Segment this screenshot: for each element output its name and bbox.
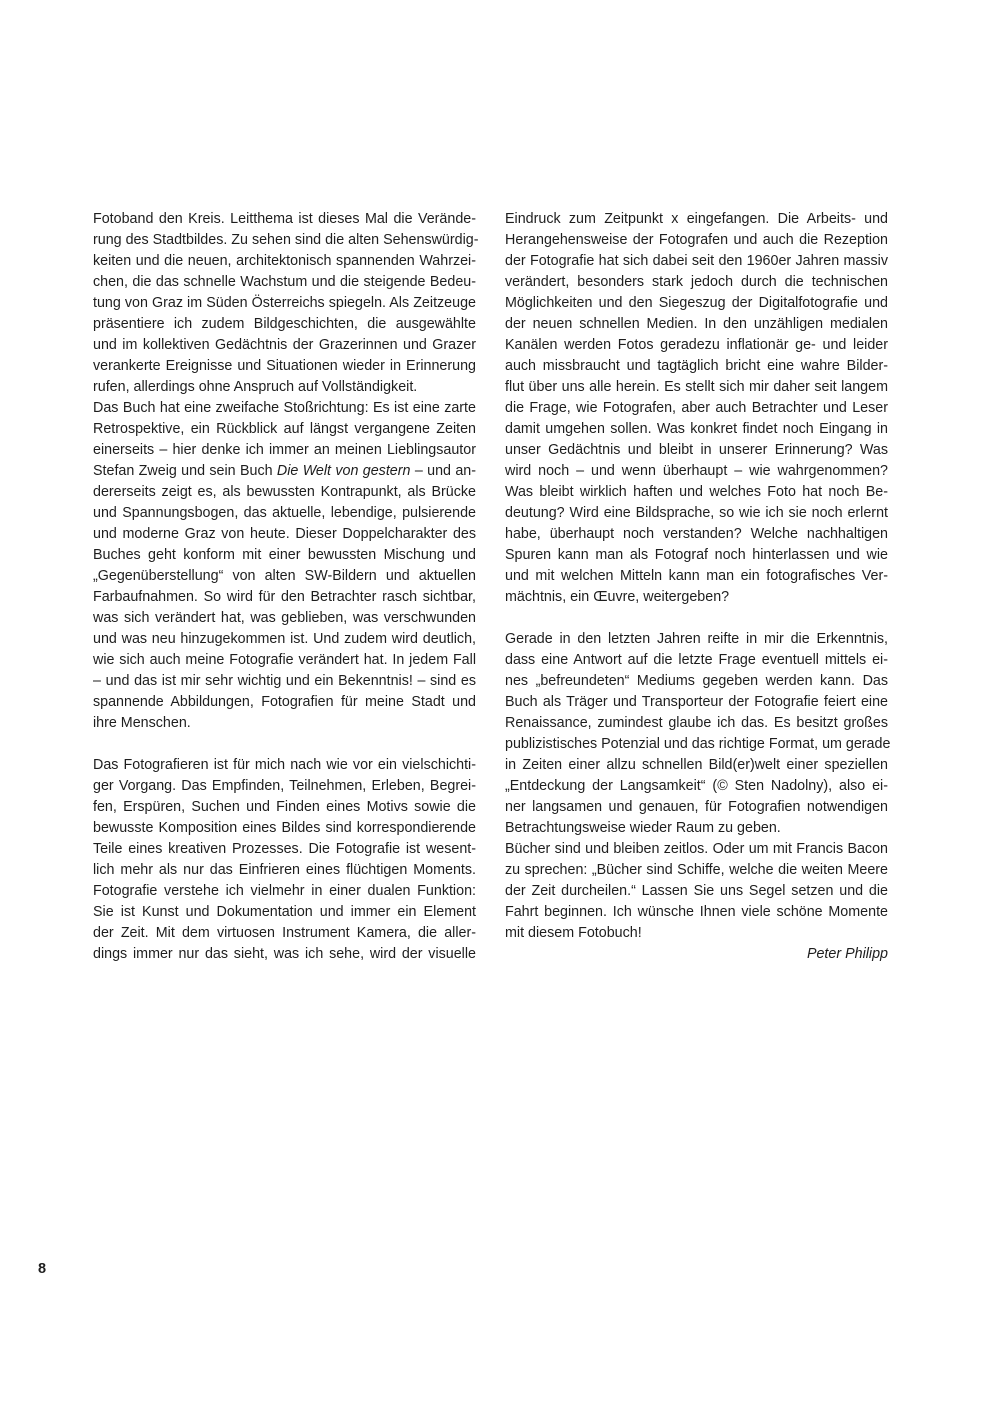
text-line: deutung? Wird eine Bildsprache, so wie ich sie noch erlernt — [505, 505, 888, 521]
text-line: Möglichkeiten und den Siegeszug der Digitalfotografie und — [505, 295, 888, 311]
text-line: der neuen schnellen Medien. In den unzähligen medialen — [505, 316, 888, 332]
text-line: wird noch – und wenn überhaupt – wie wahrgenommen? — [505, 463, 888, 479]
text-line: und im kollektiven Gedächtnis der Grazerinnen und Grazer — [93, 337, 476, 353]
text-line: nes „befreundeten“ Mediums gegeben werden kann. Das — [505, 673, 888, 689]
text-line: Teile eines kreativen Prozesses. Die Fotografie ist wesent- — [93, 841, 476, 857]
text-line: verankerte Ereignisse und Situationen wieder in Erinnerung — [93, 358, 476, 374]
author-signature: Peter Philipp — [806, 946, 888, 962]
text-line: einerseits – hier denke ich immer an meinen Lieblingsautor — [93, 442, 476, 458]
paragraph-spacer — [505, 608, 888, 629]
text-line: Buch als Träger und Transporteur der Fotografie feiert eine — [505, 694, 888, 710]
text-line: Retrospektive, ein Rückblick auf längst vergangene Zeiten — [93, 421, 476, 437]
text-line: damit umgehen sollen. Was konkret findet noch Eingang in — [505, 421, 888, 437]
text-line: rung des Stadtbildes. Zu sehen sind die alten Sehenswürdig- — [93, 232, 479, 248]
text-line: Sie ist Kunst und Dokumentation und immer ein Element — [93, 904, 476, 920]
text-line: keiten und die neuen, architektonisch spannenden Wahrzei- — [93, 253, 476, 269]
text-line: Betrachtungsweise wieder Raum zu geben. — [505, 820, 781, 836]
text-line: zu sprechen: „Bücher sind Schiffe, welche die weiten Meere — [505, 862, 888, 878]
text-line: flut über uns alle herein. Es stellt sich mir daher seit langem — [505, 379, 888, 395]
text-line: „Entdeckung der Langsamkeit“ (© Sten Nadolny), also ei- — [505, 778, 888, 794]
text-line: der Fotografie hat sich dabei seit den 1960er Jahren massiv — [505, 253, 888, 269]
text-line: und Spannungsbogen, das aktuelle, lebendige, pulsierende — [93, 505, 476, 521]
text-line: Spuren kann man als Fotograf noch hinterlassen und wie — [505, 547, 888, 563]
text-line: publizistisches Potenzial und das richtige Format, um gerade — [505, 736, 891, 752]
text-line: wie sich auch meine Fotografie verändert hat. In jedem Fall — [93, 652, 476, 668]
text-line: ger Vorgang. Das Empfinden, Teilnehmen, Erleben, Begrei- — [93, 778, 476, 794]
text-line: dass eine Antwort auf die letzte Frage eventuell mittels ei- — [505, 652, 888, 668]
text-line: unser Gedächtnis und bleibt in unserer Erinnerung? Was — [505, 442, 888, 458]
text-line: Renaissance, zumindest glaube ich das. Es besitzt großes — [505, 715, 888, 731]
text-line: Das Buch hat eine zweifache Stoßrichtung: Es ist eine zarte — [93, 400, 476, 416]
text-line: rufen, allerdings ohne Anspruch auf Vollständigkeit. — [93, 379, 418, 395]
text-line: präsentiere ich zudem Bildgeschichten, die ausgewählte — [93, 316, 476, 332]
text-line: Herangehensweise der Fotografen und auch die Rezeption — [505, 232, 888, 248]
book-title: Die Welt von gestern — [276, 463, 411, 479]
text-line: der Zeit. Mit dem virtuosen Instrument Kamera, die aller- — [93, 925, 476, 941]
text-line: bewusste Komposition eines Bildes sind korrespondierende — [93, 820, 476, 836]
text-line: verändert, besonders stark jedoch durch die technischen — [505, 274, 888, 290]
text-line: Was bleibt wirklich haften und welches Foto hat noch Be- — [505, 484, 888, 500]
text-line: auch missbraucht und tagtäglich bricht eine wahre Bilder- — [505, 358, 888, 374]
text-line: fen, Erspüren, Suchen und Finden eines Motivs sowie die — [93, 799, 476, 815]
text-line: Das Fotografieren ist für mich nach wie vor ein vielschichti- — [93, 757, 476, 773]
text-line: Kanälen werden Fotos geradezu inflationär ge- und leider — [505, 337, 888, 353]
text-segment: – und an- — [410, 463, 476, 479]
text-line: Fotoband den Kreis. Leitthema ist dieses Mal die Verände- — [93, 211, 476, 227]
text-line: was sich verändert hat, was geblieben, was verschwunden — [93, 610, 476, 626]
text-line: Fotografie verstehe ich vielmehr in einer dualen Funktion: — [93, 883, 476, 899]
text-line: und moderne Graz von heute. Dieser Doppelcharakter des — [93, 526, 476, 542]
text-line: lich mehr als nur das Einfrieren eines flüchtigen Moments. — [93, 862, 476, 878]
text-line: habe, überhaupt noch verstanden? Welche nachhaltigen — [505, 526, 888, 542]
text-line: spannende Abbildungen, Fotografien für meine Stadt und — [93, 694, 476, 710]
text-line: der Zeit durcheilen.“ Lassen Sie uns Segel setzen und die — [505, 883, 888, 899]
paragraph-spacer — [93, 734, 476, 755]
text-segment: Stefan Zweig und sein Buch — [93, 463, 277, 479]
left-text-column — [93, 209, 479, 965]
text-line: Farbaufnahmen. So wird für den Betrachter rasch sichtbar, — [93, 589, 476, 605]
text-line: mit diesem Fotobuch! — [505, 925, 642, 941]
text-line: dererseits zeigt es, als bewussten Kontrapunkt, als Brücke — [93, 484, 476, 500]
page-number: 8 — [38, 1261, 47, 1277]
text-line: „Gegenüberstellung“ von alten SW-Bildern und aktuellen — [93, 568, 476, 584]
right-text-column — [505, 209, 891, 965]
text-line: chen, die das schnelle Wachstum und die steigende Bedeu- — [93, 274, 476, 290]
text-line: tung von Graz im Süden Österreichs spiegeln. Als Zeitzeuge — [93, 295, 476, 311]
text-line: und mit welchen Mitteln kann man ein fotografisches Ver- — [505, 568, 888, 584]
text-line: in Zeiten einer allzu schnellen Bild(er)welt einer speziellen — [505, 757, 888, 773]
text-line: mächtnis, ein Œuvre, weitergeben? — [505, 589, 730, 605]
text-line: Gerade in den letzten Jahren reifte in mir die Erkenntnis, — [505, 631, 888, 647]
text-line: – und das ist mir sehr wichtig und ein Bekenntnis! – sind es — [93, 673, 476, 689]
text-line: Eindruck zum Zeitpunkt x eingefangen. Die Arbeits- und — [505, 211, 888, 227]
text-line — [93, 461, 476, 482]
text-line: Buches geht konform mit einer bewussten Mischung und — [93, 547, 476, 563]
text-line: die Frage, wie Fotografen, aber auch Betrachter und Leser — [505, 400, 888, 416]
text-line: dings immer nur das sieht, was ich sehe, wird der visuelle — [93, 946, 476, 962]
text-line: ner langsamen und genauen, für Fotografien notwendigen — [505, 799, 888, 815]
text-line: Bücher sind und bleiben zeitlos. Oder um mit Francis Bacon — [505, 841, 888, 857]
text-line: ihre Menschen. — [93, 715, 191, 731]
text-line: Fahrt beginnen. Ich wünsche Ihnen viele schöne Momente — [505, 904, 888, 920]
text-line: und was neu hinzugekommen ist. Und zudem wird deutlich, — [93, 631, 476, 647]
